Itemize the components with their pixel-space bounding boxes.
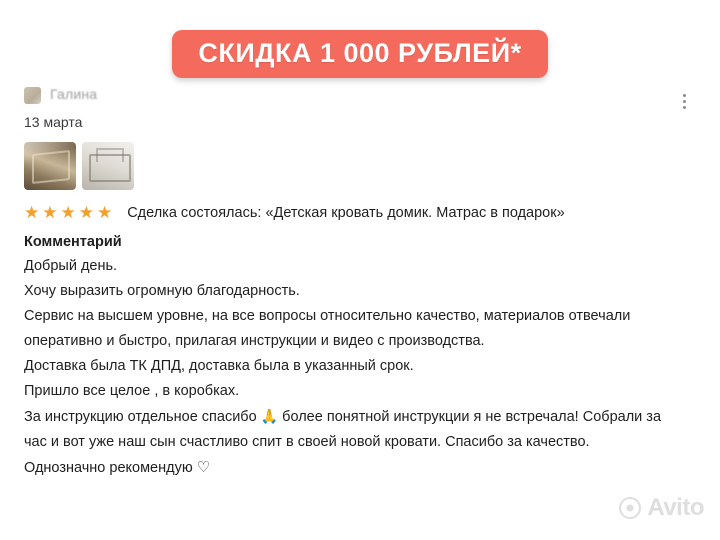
rating-stars-icon: ★★★★★ <box>24 203 116 222</box>
comment-line: Доставка была ТК ДПД, доставка была в указанный срок. <box>24 358 414 375</box>
discount-banner <box>172 30 547 78</box>
kebab-menu-icon[interactable] <box>682 94 686 109</box>
review-author-name: Галина <box>50 86 98 102</box>
comment-line-thanks <box>24 406 696 428</box>
comment-recommend-text: Однозначно рекомендую <box>24 460 193 477</box>
avatar <box>24 87 41 104</box>
comment-line: Сервис на высшем уровне, на все вопросы относительно качество, материалов отвечали <box>24 308 631 325</box>
kebab-dot <box>683 100 686 103</box>
comment-line: оперативно и быстро, прилагая инструкции и видео с производства. <box>24 333 485 350</box>
discount-banner-text: СКИДКА 1 000 РУБЛЕЙ* <box>198 38 522 68</box>
review-card <box>24 86 696 483</box>
comment-line: Хочу выразить огромную благодарность. <box>24 283 300 300</box>
comment-thanks-before: За инструкцию отдельное спасибо <box>24 409 257 426</box>
praying-hands-icon: 🙏 <box>260 408 279 425</box>
comment-line-recommend <box>24 457 696 479</box>
review-header <box>24 86 696 104</box>
comment-line: Добрый день. <box>24 258 118 274</box>
deal-status-text: Сделка состоялась: «Детская кровать домик. Матрас в подарок» <box>127 204 565 221</box>
review-photo-list <box>24 142 696 190</box>
review-photo-thumbnail[interactable] <box>24 142 76 190</box>
review-deal-row <box>24 204 696 221</box>
discount-banner-container <box>0 30 720 78</box>
comment-line: час и вот уже наш сын счастливо спит в своей новой кровати. Спасибо за качество. <box>24 434 590 451</box>
kebab-dot <box>683 94 686 97</box>
kebab-dot <box>683 106 686 109</box>
comment-line: Пришло все целое , в коробках. <box>24 383 240 400</box>
avito-logo-icon <box>619 497 641 519</box>
avito-watermark <box>619 494 704 522</box>
heart-icon: ♡ <box>196 459 211 477</box>
comment-body <box>24 256 696 479</box>
comment-thanks-after: более понятной инструкции я не встречала! Собрали за <box>282 409 662 426</box>
review-date: 13 марта <box>24 114 83 130</box>
review-photo-thumbnail[interactable] <box>82 142 134 190</box>
avito-watermark-text: Avito <box>647 494 704 521</box>
comment-label: Комментарий <box>24 234 122 250</box>
